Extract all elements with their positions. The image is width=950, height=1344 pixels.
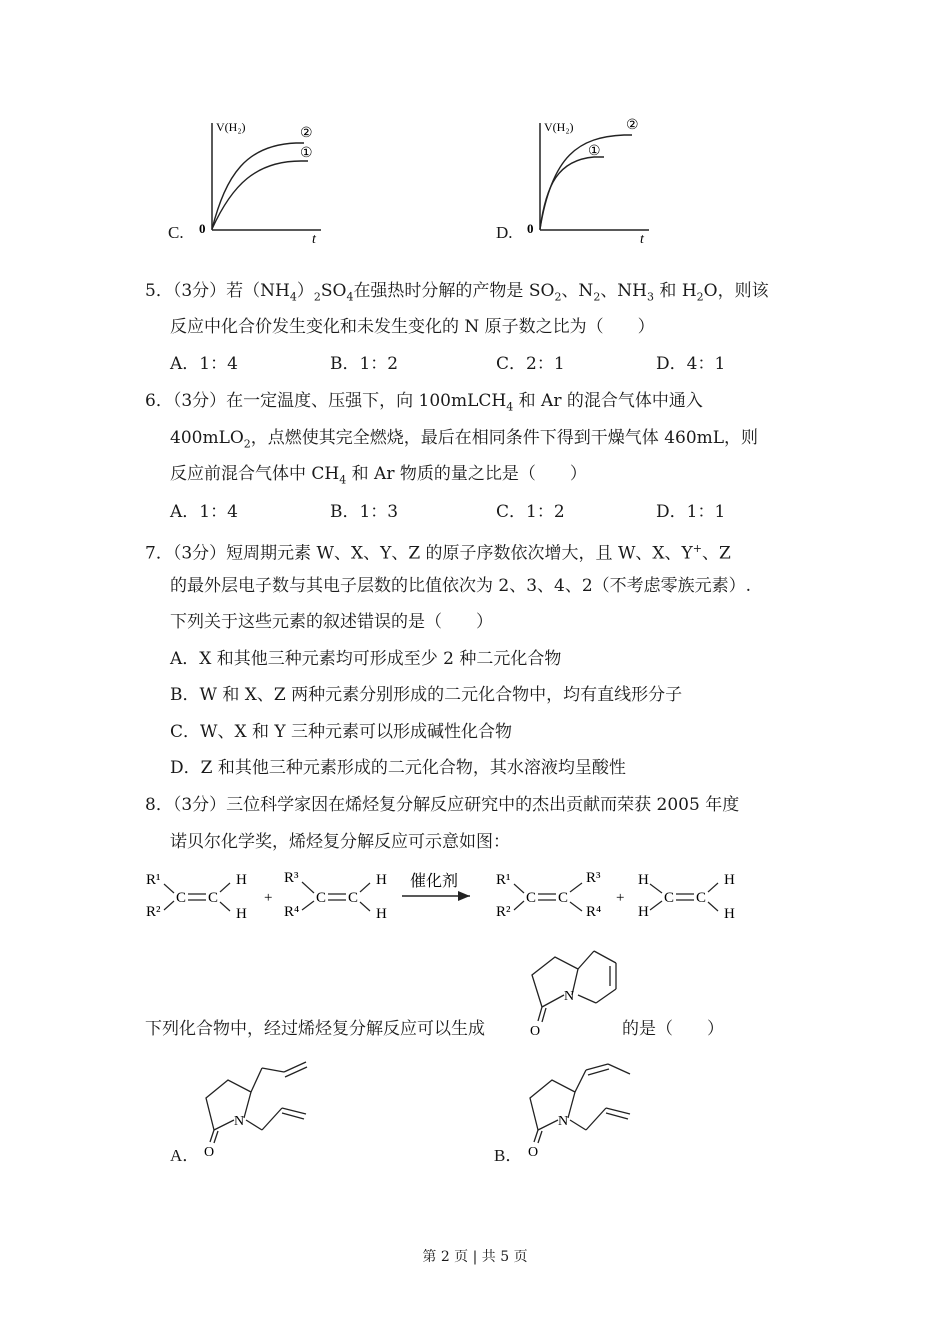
q5-option-b: B．1：2 (330, 354, 399, 374)
graph-c-curve1-label: ① (300, 146, 313, 161)
svg-text:R³: R³ (284, 870, 299, 886)
q6-option-c: C．1：2 (496, 502, 565, 522)
q8-line1: 8．（3分）三位科学家因在烯烃复分解反应研究中的杰出贡献而荣获 2005 年度 (145, 795, 740, 815)
q5-line2: 反应中化合价发生变化和未发生变化的 N 原子数之比为（ ） (170, 317, 655, 337)
q8-option-a-label: A． (170, 1146, 200, 1165)
svg-text:R²: R² (496, 904, 511, 920)
graph-c-curve2-label: ② (300, 126, 313, 141)
option-c-label: C. (168, 223, 184, 242)
graph-d-plot (524, 115, 664, 245)
page-footer: 第 2 页 | 共 5 页 (422, 1249, 528, 1265)
graph-c-plot (196, 115, 336, 245)
q7-line3: 下列关于这些元素的叙述错误的是（ ） (170, 612, 493, 632)
svg-text:H: H (724, 906, 735, 922)
q6-option-b: B．1：3 (330, 502, 399, 522)
svg-text:H: H (724, 872, 735, 888)
svg-text:+: + (616, 890, 625, 906)
option-d-label: D. (496, 223, 513, 242)
graph-c-curve1 (212, 161, 308, 229)
svg-text:+: + (264, 890, 273, 906)
svg-text:H: H (236, 906, 247, 922)
q7-option-a: A．X 和其他三种元素均可形成至少 2 种二元化合物 (170, 649, 562, 669)
q6-line1: 6．（3分）在一定温度、压强下，向 100mLCH$_4$ 和 Ar 的混合气体中通入 (145, 391, 703, 414)
graph-c-ylabel: V(H₂) (216, 120, 246, 134)
q7-option-b: B．W 和 X、Z 两种元素分别形成的二元化合物中，均有直线形分子 (170, 685, 683, 705)
graph-d-xlabel: t (640, 232, 644, 245)
svg-text:C: C (526, 890, 537, 906)
graph-d (494, 115, 664, 245)
graph-c-xlabel: t (312, 232, 316, 245)
q7-line2: 的最外层电子数与其电子层数的比值依次为 2、3、4、2（不考虑零族元素）. (170, 576, 752, 596)
q8-question-b: 的是（ ） (622, 1019, 724, 1039)
svg-text:R²: R² (146, 904, 161, 920)
graph-d-curve1-label: ① (588, 144, 601, 159)
svg-text:R¹: R¹ (146, 872, 161, 888)
svg-text:C: C (208, 890, 219, 906)
q5-option-a: A．1：4 (170, 354, 238, 374)
graph-c-origin: 0 (199, 221, 206, 236)
q5-line1: 5．（3分）若$(NH_4)_2SO_4$在强热时分解的产物是 $SO_2$、$N_2$、$NH_3$ 和 $H_2O$，则该 (145, 281, 769, 304)
svg-text:C: C (664, 890, 675, 906)
svg-text:R³: R³ (586, 870, 601, 886)
svg-text:O: O (530, 1024, 541, 1039)
q6-line2: 400mLO$_2$，点燃使其完全燃烧，最后在相同条件下得到干燥气体 460mL，则 (170, 428, 759, 451)
q7-line1: 7．（3分）短周期元素 W、X、Y、Z 的原子序数依次增大，且 W、X、Y+、Z (145, 542, 731, 564)
q7-option-c: C．W、X 和 Y 三种元素可以形成碱性化合物 (170, 722, 513, 742)
svg-text:C: C (696, 890, 707, 906)
svg-text:H: H (236, 872, 247, 888)
svg-text:R⁴: R⁴ (284, 904, 300, 920)
svg-text:N: N (564, 989, 575, 1004)
svg-text:O: O (204, 1145, 215, 1158)
q7-option-d: D．Z 和其他三种元素形成的二元化合物，其水溶液均呈酸性 (170, 758, 626, 778)
graph-c (166, 115, 336, 245)
svg-text:C: C (348, 890, 359, 906)
svg-text:H: H (638, 872, 649, 888)
svg-text:C: C (558, 890, 569, 906)
svg-text:C: C (316, 890, 327, 906)
q8-option-a-structure (196, 1058, 346, 1158)
svg-text:N: N (234, 1114, 245, 1129)
svg-text:N: N (558, 1114, 569, 1129)
svg-text:O: O (528, 1145, 539, 1158)
q8-question-a: 下列化合物中，经过烯烃复分解反应可以生成 (145, 1019, 485, 1039)
q5-option-c: C．2：1 (496, 354, 565, 374)
svg-text:H: H (376, 906, 387, 922)
graph-d-curve2-label: ② (626, 118, 639, 133)
q8-option-b-structure (520, 1058, 670, 1158)
svg-text:H: H (376, 872, 387, 888)
target-compound-structure (520, 945, 630, 1040)
q6-option-d: D．1：1 (656, 502, 726, 522)
graph-c-curve2 (212, 143, 304, 229)
q8-option-b-label: B． (494, 1146, 523, 1165)
svg-text:R¹: R¹ (496, 872, 511, 888)
q5-option-d: D．4：1 (656, 354, 726, 374)
graph-d-origin: 0 (527, 221, 534, 236)
graph-d-curve1 (540, 157, 604, 229)
graph-d-ylabel: V(H₂) (544, 120, 574, 134)
svg-text:催化剂: 催化剂 (410, 873, 459, 890)
svg-text:C: C (176, 890, 187, 906)
q6-option-a: A．1：4 (170, 502, 238, 522)
svg-text:R⁴: R⁴ (586, 904, 602, 920)
metathesis-scheme (140, 860, 760, 930)
q8-line2: 诺贝尔化学奖，烯烃复分解反应可示意如图： (170, 832, 510, 852)
svg-text:H: H (638, 904, 649, 920)
q6-line3: 反应前混合气体中 $CH_4$ 和 Ar 物质的量之比是（ ） (170, 464, 587, 487)
